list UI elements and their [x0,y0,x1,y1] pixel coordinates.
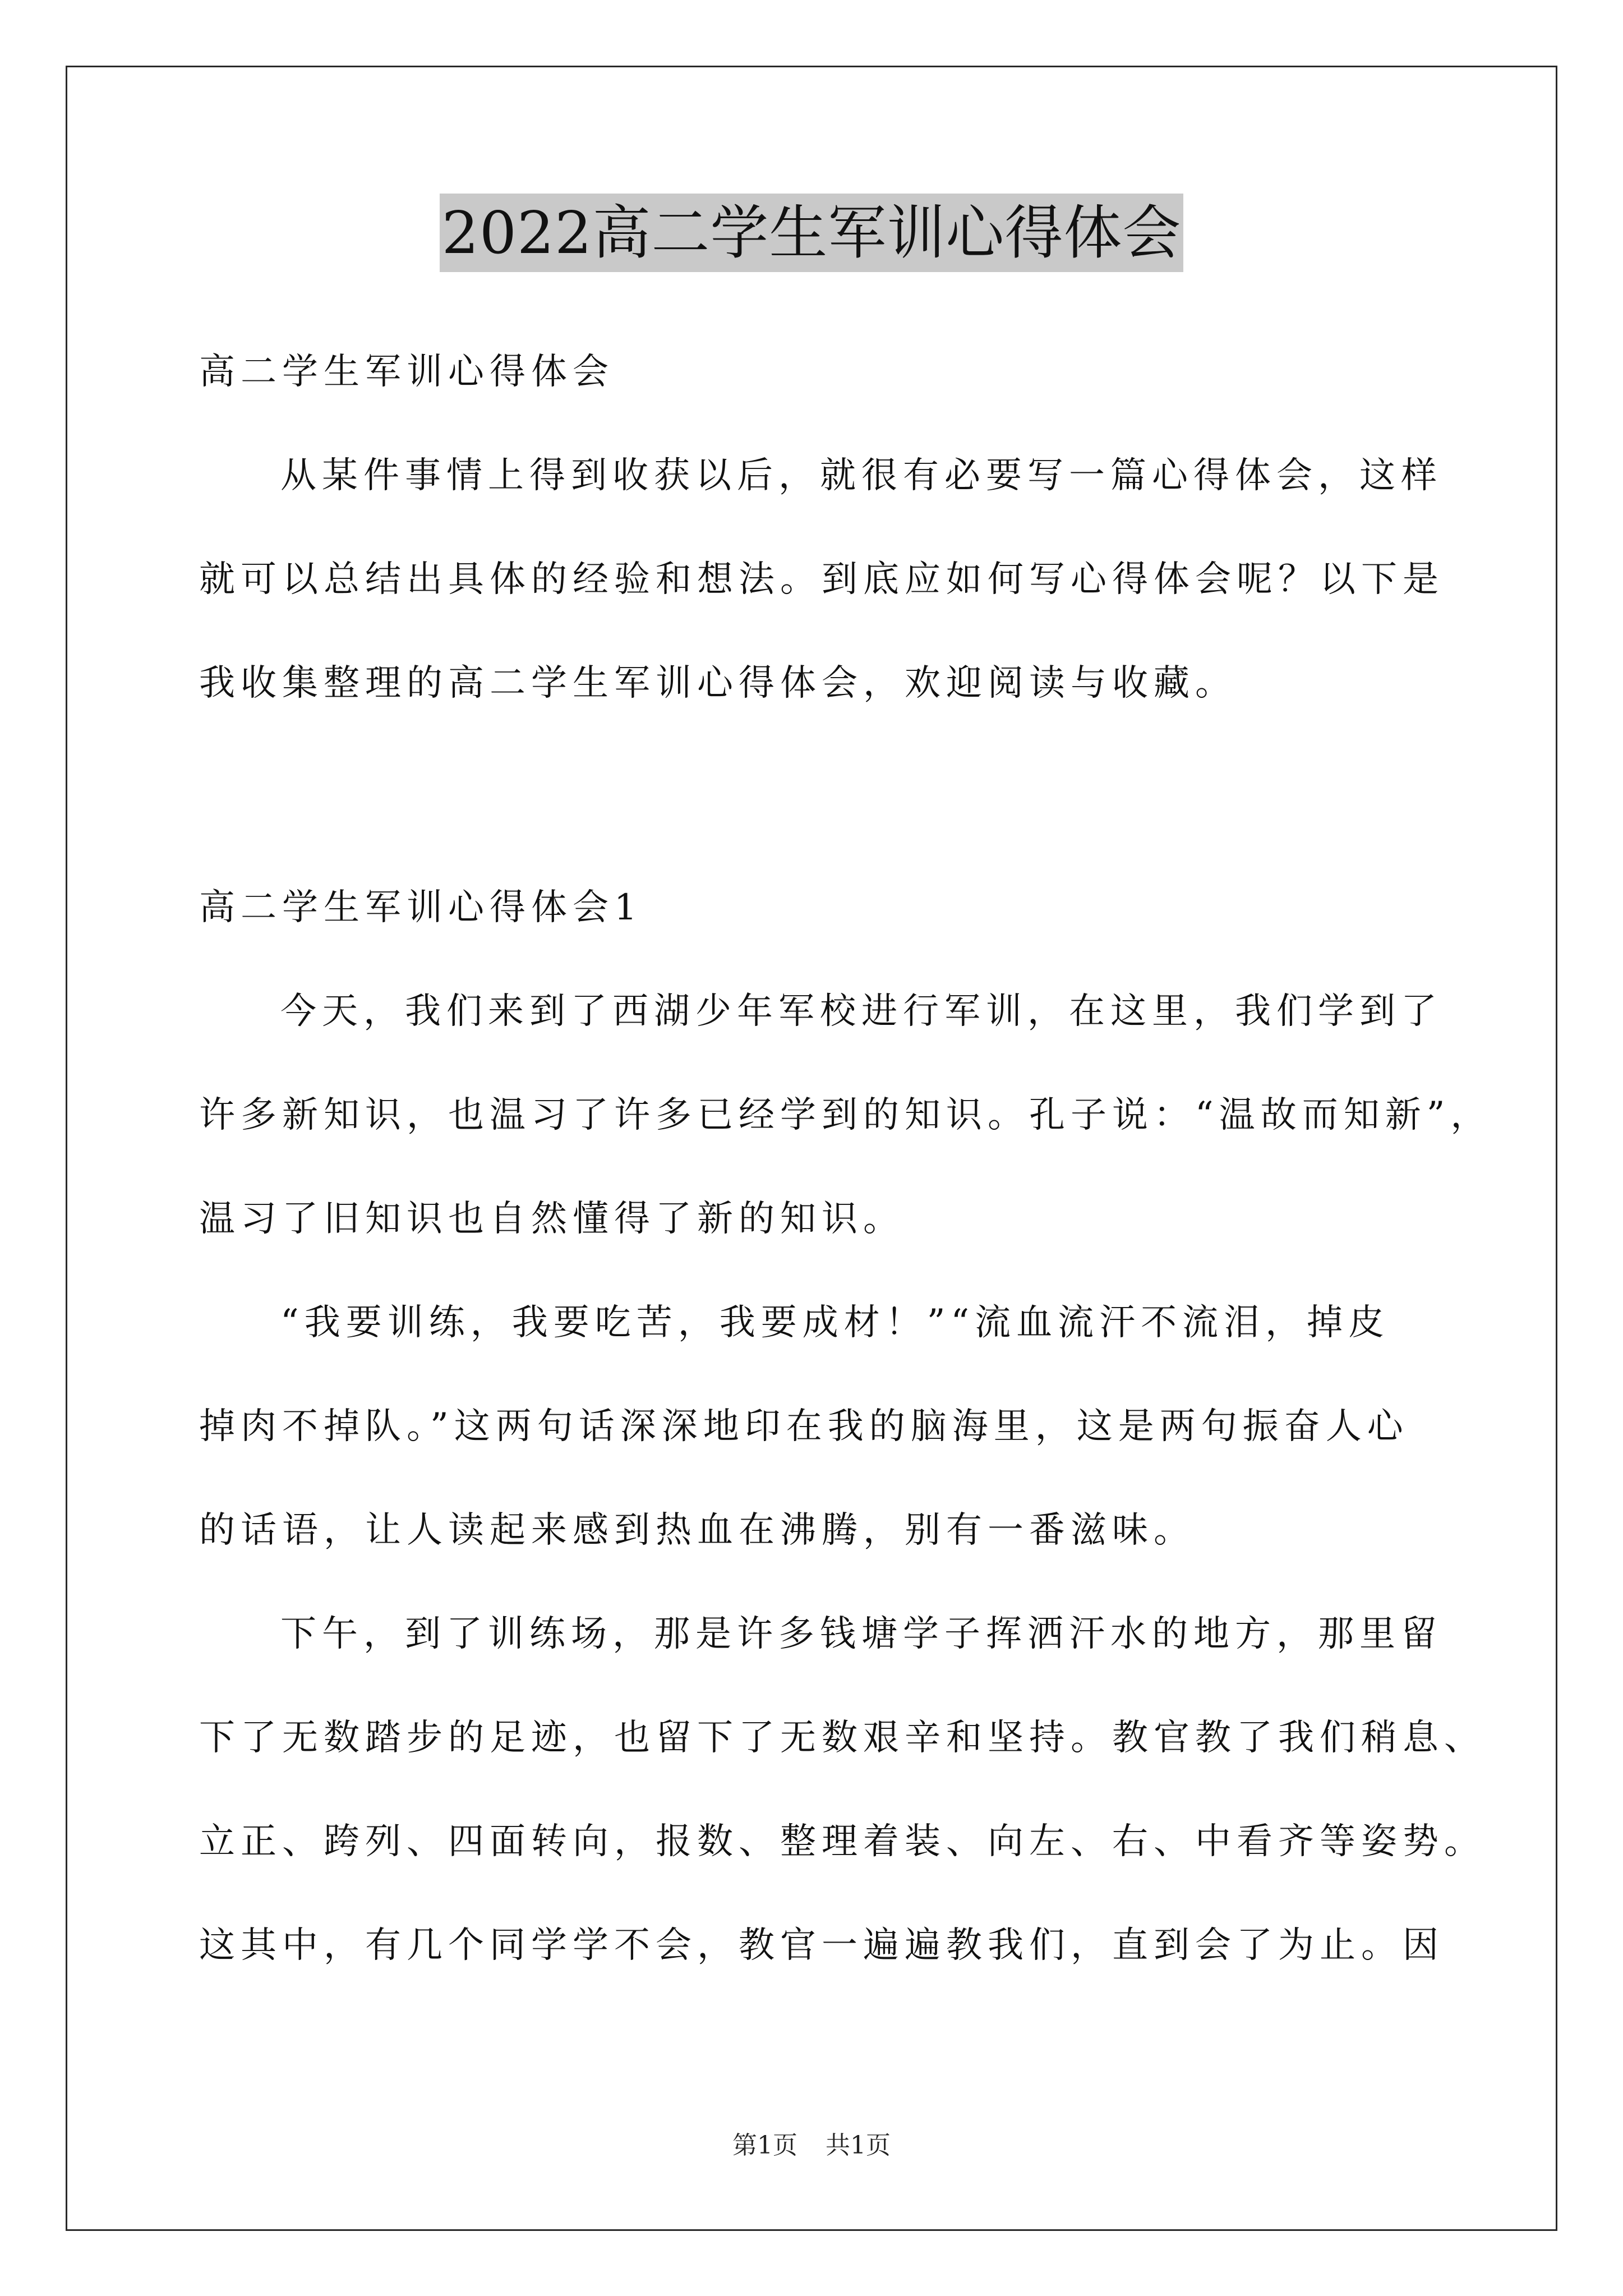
page-number: 第1页 [732,2131,797,2160]
paragraph-line: 就可以总结出具体的经验和想法。到底应如何写心得体会呢？以下是 [199,559,1444,600]
paragraph-line: 从某件事情上得到收获以后，就很有必要写一篇心得体会，这样 [280,455,1442,496]
paragraph-line: 今天，我们来到了西湖少年军校进行军训，在这里，我们学到了 [280,991,1442,1032]
title-container [0,194,1623,272]
section-heading: 高二学生军训心得体会1 [199,887,643,928]
page-footer [0,2129,1623,2162]
page-total: 共1页 [826,2131,891,2160]
paragraph-line: 立正、跨列、四面转向，报数、整理着装、向左、右、中看齐等姿势。 [199,1821,1486,1862]
document-title: 2022高二学生军训心得体会 [440,194,1184,272]
paragraph-line: 下午，到了训练场，那是许多钱塘学子挥洒汗水的地方，那里留 [280,1613,1442,1655]
subtitle-line: 高二学生军训心得体会 [199,351,614,393]
paragraph-line: 许多新知识，也温习了许多已经学到的知识。孔子说：“温故而知新”， [199,1094,1492,1136]
paragraph-line: 温习了旧知识也自然懂得了新的知识。 [199,1198,905,1240]
paragraph-line: “我要训练，我要吃苦，我要成材！”“流血流汗不流泪，掉皮 [280,1302,1390,1343]
paragraph-line: 的话语，让人读起来感到热血在沸腾，别有一番滋味。 [199,1510,1195,1551]
paragraph-line: 我收集整理的高二学生军训心得体会，欢迎阅读与收藏。 [199,662,1237,704]
paragraph-line: 掉肉不掉队。”这两句话深深地印在我的脑海里，这是两句振奋人心 [199,1406,1409,1447]
paragraph-line: 这其中，有几个同学学不会，教官一遍遍教我们，直到会了为止。因 [199,1925,1444,1966]
paragraph-line: 下了无数踏步的足迹，也留下了无数艰辛和坚持。教官教了我们稍息、 [199,1717,1486,1759]
